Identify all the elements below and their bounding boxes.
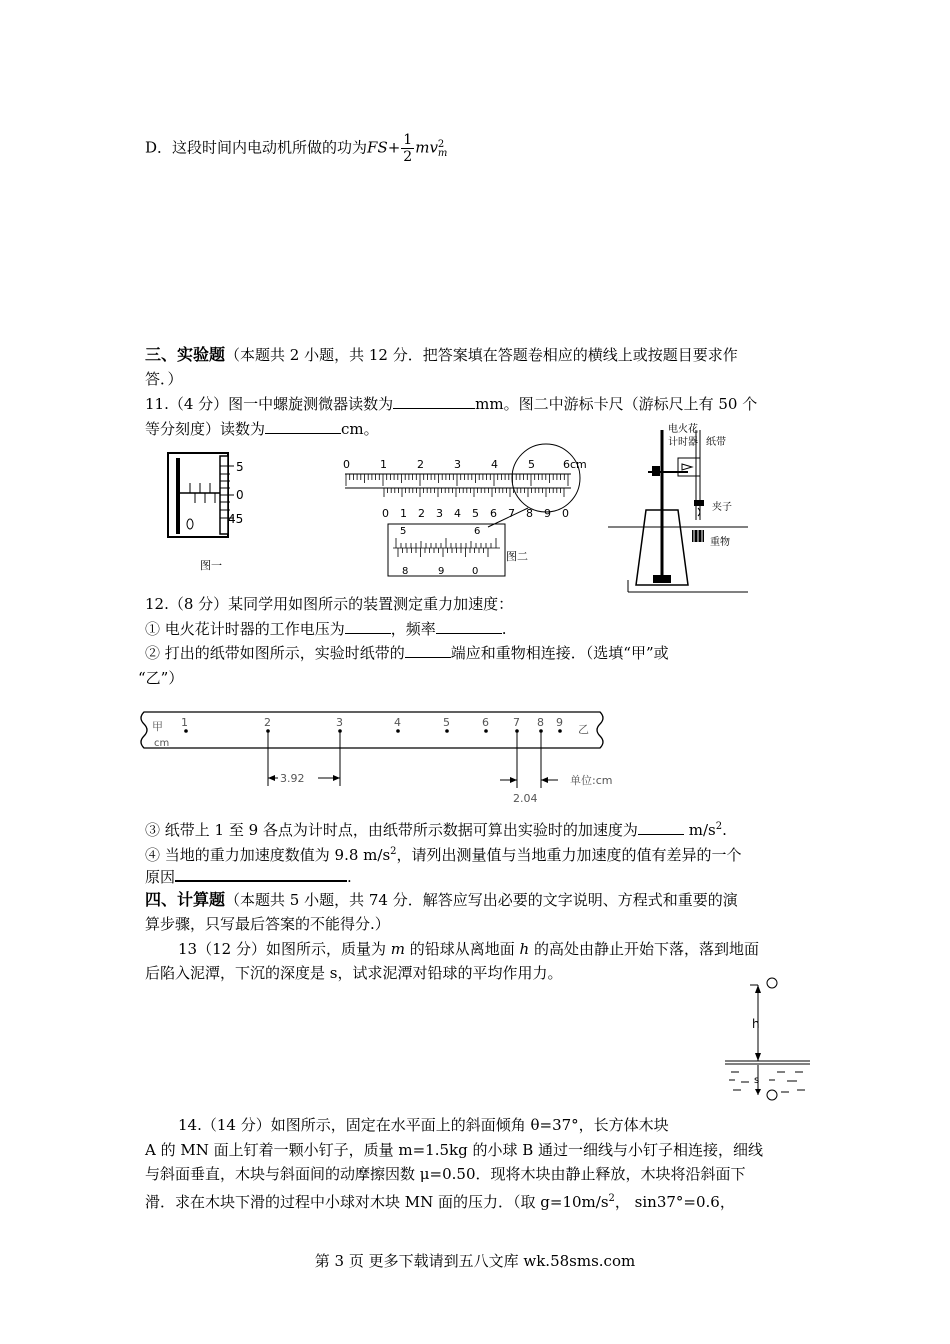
vernier-label: 6 xyxy=(490,507,497,520)
scale-label: 5 xyxy=(236,460,244,474)
zoom-label: 5 xyxy=(400,526,407,537)
figure-caption: 图一 xyxy=(200,559,222,572)
caliper-figure xyxy=(338,448,600,580)
zoom-label: 8 xyxy=(402,566,409,577)
timer-label: 计时器 xyxy=(668,437,698,448)
tape-point-label: 9 xyxy=(556,716,563,729)
q12-line4: “乙”） xyxy=(138,669,184,687)
main-scale-label: 0 xyxy=(343,458,350,471)
q14-line3: 与斜面垂直，木块与斜面间的动摩擦因数 μ=0.50．现将木块由静止释放，木块将沿斜面下 xyxy=(145,1165,746,1183)
zoom-label: 0 xyxy=(472,566,479,577)
vernier-label: 1 xyxy=(400,507,407,520)
q12-line3: ② 打出的纸带如图所示，实验时纸带的 端应和重物相连接．（选填“甲”或 xyxy=(145,644,669,662)
vernier-label: 2 xyxy=(418,507,425,520)
zoom-label: 9 xyxy=(438,566,445,577)
timer-label: 电火花 xyxy=(668,424,698,435)
answer-blank[interactable] xyxy=(345,619,391,634)
depth-label: s xyxy=(754,1075,760,1086)
tape-point-label: 3 xyxy=(336,716,343,729)
q12-line7: 原因 . xyxy=(145,868,352,886)
tape-point-label: 8 xyxy=(537,716,544,729)
scale-label: 45 xyxy=(228,512,244,526)
section4-line2: 算步骤，只写最后答案的不能得分.） xyxy=(145,915,390,933)
tape-left-label: 甲 xyxy=(152,720,163,733)
page-footer: 第 3 页 更多下载请到五八文库 wk.58sms.com xyxy=(314,1252,636,1270)
figure-caption: 图二 xyxy=(506,550,528,563)
q14-line4: 滑．求在木块下滑的过程中小球对木块 MN 面的压力．（取 $g=10m/s^2$， sin37°=0.6， xyxy=(145,1193,735,1211)
q13-line2: 后陷入泥潭，下沉的深度是 s，试求泥潭对铅球的平均作用力。 xyxy=(145,964,563,982)
distance-label: 2.04 xyxy=(513,792,538,805)
tape-unit-label: 单位:cm xyxy=(570,774,613,787)
height-label: h xyxy=(752,1017,760,1031)
tape-point-label: 4 xyxy=(394,716,401,729)
vernier-label: 8 xyxy=(526,507,533,520)
answer-blank[interactable] xyxy=(436,619,502,634)
section4-line1: 四、计算题（本题共 5 小题，共 74 分．解答应写出必要的文字说明、方程式和重要的演 xyxy=(145,890,738,909)
vernier-label: 5 xyxy=(472,507,479,520)
tape-unit-small: cm xyxy=(154,738,170,749)
tape-point-label: 7 xyxy=(513,716,520,729)
section3-line2: 答．） xyxy=(145,370,183,388)
q11-line2: 等分刻度）读数为 cm。 xyxy=(145,420,379,438)
vernier-label: 3 xyxy=(436,507,443,520)
vernier-label: 4 xyxy=(454,507,461,520)
tape-right-label: 乙 xyxy=(578,723,589,736)
q12-line2: ① 电火花计时器的工作电压为 ，频率 . xyxy=(145,620,507,638)
scale-label: 0 xyxy=(236,488,244,502)
main-scale-label: 6cm xyxy=(563,458,587,471)
main-scale-label: 5 xyxy=(528,458,535,471)
clip-label: 夹子 xyxy=(712,502,732,513)
leadball-figure xyxy=(725,975,810,1105)
distance-label: 3.92 xyxy=(280,772,305,785)
main-scale-label: 2 xyxy=(417,458,424,471)
zoom-label: 6 xyxy=(474,526,481,537)
vernier-label: 0 xyxy=(562,507,569,520)
tape-point-label: 2 xyxy=(264,716,271,729)
weight-label: 重物 xyxy=(710,537,730,548)
option-d: D．这段时间内电动机所做的功为FS+ $\frac{1}{2}$ mv 2 m xyxy=(145,132,448,165)
micrometer-figure xyxy=(160,448,275,578)
vernier-label: 9 xyxy=(544,507,551,520)
q12-line5: ③ 纸带上 1 至 9 各点为计时点，由纸带所示数据可算出实验时的加速度为 $m/s^2$. xyxy=(145,821,727,839)
answer-blank[interactable] xyxy=(265,419,341,434)
main-scale-label: 1 xyxy=(380,458,387,471)
q14-line2: A 的 MN 面上钉着一颗小钉子，质量 m=1.5kg 的小球 B 通过一细线与小钉子相连接，细线 xyxy=(145,1141,764,1159)
answer-blank[interactable] xyxy=(405,643,451,658)
vernier-label: 7 xyxy=(508,507,515,520)
answer-blank[interactable] xyxy=(393,394,475,409)
q11-line1: 11.（4 分）图一中螺旋测微器读数为 mm。图二中游标卡尺（游标尺上有 50 个 xyxy=(145,395,758,413)
q14-line1: 14.（14 分）如图所示，固定在水平面上的斜面倾角 θ=37°，长方体木块 xyxy=(178,1116,669,1134)
main-scale-label: 3 xyxy=(454,458,461,471)
section3-line1: 三、实验题（本题共 2 小题，共 12 分．把答案填在答题卷相应的横线上或按题目要求作 xyxy=(145,345,738,364)
q12-line1: 12.（8 分）某同学用如图所示的装置测定重力加速度： xyxy=(145,595,514,613)
tape-point-label: 1 xyxy=(181,716,188,729)
fraction: $\frac{1}{2}$ xyxy=(403,132,413,165)
vernier-label: 0 xyxy=(382,507,389,520)
answer-blank[interactable] xyxy=(175,866,347,882)
tape-point-label: 5 xyxy=(443,716,450,729)
q12-line6: ④ 当地的重力加速度数值为 9.8 $m/s^2$，请列出测量值与当地重力加速度的值有差异的一个 xyxy=(145,846,742,864)
paper-tape-figure xyxy=(138,702,618,808)
tape-point-label: 6 xyxy=(482,716,489,729)
apparatus-figure xyxy=(608,420,748,600)
answer-blank[interactable] xyxy=(638,820,684,835)
q13-line1: 13（12 分）如图所示，质量为 m 的铅球从离地面 h 的高处由静止开始下落，落到地面 xyxy=(178,940,760,958)
tape-label: 纸带 xyxy=(706,437,726,448)
main-scale-label: 4 xyxy=(491,458,498,471)
